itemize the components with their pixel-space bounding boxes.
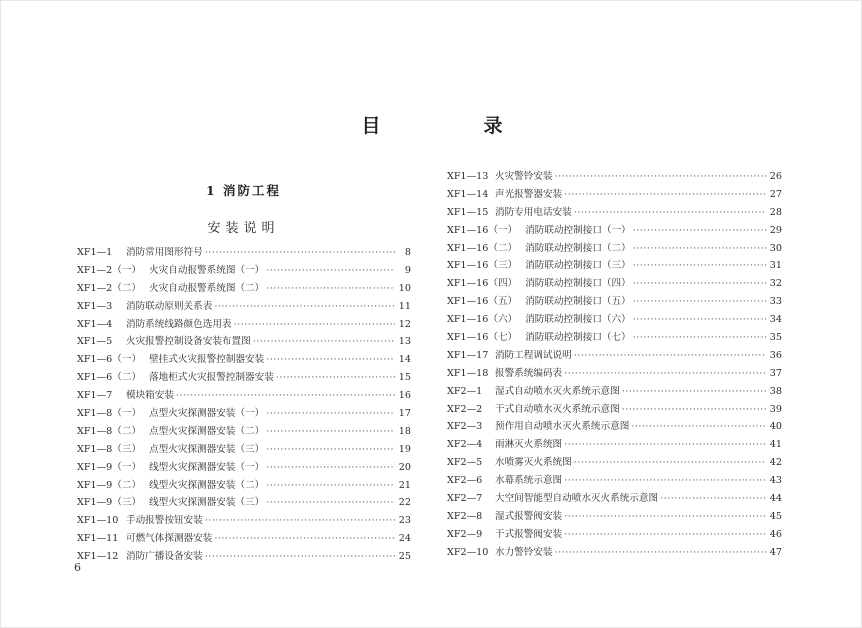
toc-leader-dots: [266, 351, 395, 369]
toc-entry-page: 34: [769, 314, 782, 326]
toc-entry-page: 16: [398, 390, 411, 402]
toc-leader-dots: [564, 508, 766, 526]
toc-entry: [447, 257, 782, 275]
toc-entry-page: 19: [398, 443, 411, 455]
toc-entry-code: XF1—8（一）: [77, 408, 142, 420]
toc-entry: [447, 240, 782, 258]
toc-entry-title: 大空间智能型自动喷水灭火系统示意图: [495, 493, 659, 505]
toc-entry-title: 预作用自动喷水灭火系统示意图: [495, 421, 630, 433]
toc-entry-code: XF1—3: [77, 300, 113, 312]
toc-entry-code: XF1—6（二）: [77, 372, 142, 384]
toc-entry: [447, 293, 782, 311]
toc-entry-title: 点型火灾探测器安装（二）: [149, 425, 265, 437]
toc-entry-code: XF1—16（二）: [447, 242, 518, 254]
toc-entry-page: 42: [769, 457, 782, 469]
toc-entry-page: 41: [769, 439, 782, 451]
toc-leader-dots: [574, 204, 766, 222]
toc-entry: [77, 280, 411, 298]
toc-entry-page: 9: [404, 264, 411, 276]
toc-entry-title: 落地柜式火灾报警控制器安装: [149, 372, 274, 384]
toc-entry-code: XF1—5: [77, 336, 113, 348]
toc-entry-title: 火灾自动报警系统图（二）: [149, 282, 265, 294]
toc-entry-title: 点型火灾探测器安装（一）: [149, 408, 265, 420]
toc-leader-dots: [564, 186, 766, 204]
toc-entry-page: 29: [769, 224, 782, 236]
toc-entry-title: 水力警铃安装: [495, 546, 553, 558]
toc-entry-code: XF1—2（二）: [77, 282, 142, 294]
toc-entry: [447, 222, 782, 240]
toc-entry-code: XF1—8（二）: [77, 425, 142, 437]
toc-entry-page: 39: [769, 403, 782, 415]
toc-entry-title: 消防专用电话安装: [495, 206, 572, 218]
toc-entry-page: 13: [398, 336, 411, 348]
toc-entry: [77, 244, 411, 262]
toc-entry-title: 报警系统编码表: [495, 367, 563, 379]
toc-leader-dots: [205, 244, 395, 262]
toc-entry: [77, 298, 411, 316]
toc-entry-page: 26: [769, 171, 782, 182]
toc-entry-title: 线型火灾探测器安装（二）: [149, 479, 265, 491]
toc-entry-page: 21: [398, 479, 411, 491]
toc-entry: [77, 548, 411, 566]
toc-entry-page: 11: [398, 300, 411, 312]
toc-entry-code: XF2—8: [447, 510, 483, 522]
toc-entry-code: XF1—16（三）: [447, 260, 518, 272]
toc-entry-title: 消防联动控制接口（五）: [525, 296, 631, 308]
toc-entry-title: 火灾报警控制设备安装布置图: [126, 336, 251, 348]
toc-entry-code: XF1—6（一）: [77, 354, 142, 366]
toc-entry-code: XF1—1: [77, 247, 113, 258]
toc-entry: [77, 262, 411, 280]
toc-entry-title: 壁挂式火灾报警控制器安装: [149, 354, 265, 366]
toc-entry-code: XF1—10: [77, 515, 119, 527]
toc-leader-dots: [266, 494, 395, 512]
toc-entry-code: XF1—16（六）: [447, 314, 518, 326]
toc-entry: [447, 508, 782, 526]
toc-entry-code: XF2—7: [447, 493, 483, 505]
toc-entry-title: 消防联动控制接口（一）: [525, 224, 631, 236]
toc-entry: [447, 401, 782, 419]
toc-entry-title: 消防联动控制接口（四）: [525, 278, 631, 290]
toc-entry-page: 31: [769, 260, 782, 272]
toc-leader-dots: [176, 387, 395, 405]
toc-entry-page: 22: [398, 497, 411, 509]
toc-entry: [447, 472, 782, 490]
toc-leader-dots: [564, 472, 766, 490]
toc-entry: [77, 351, 411, 369]
toc-entry-code: XF1—16（一）: [447, 224, 518, 236]
toc-entry-code: XF1—16（四）: [447, 278, 518, 290]
toc-entry-title: 消防联动原则关系表: [126, 300, 213, 312]
toc-entry: [77, 530, 411, 548]
toc-leader-dots: [555, 544, 766, 562]
toc-leader-dots: [266, 441, 395, 459]
toc-leader-dots: [564, 436, 766, 454]
toc-entry-code: XF2—3: [447, 421, 483, 433]
toc-entry-title: 消防常用图形符号: [126, 247, 203, 258]
toc-entry-title: 模块箱安装: [126, 390, 174, 402]
toc-entry-page: 28: [769, 206, 782, 218]
toc-entry: [77, 477, 411, 495]
toc-entry-code: XF1—11: [77, 533, 119, 545]
toc-entry-page: 23: [398, 515, 411, 527]
toc-entry-page: 32: [769, 278, 782, 290]
toc-leader-dots: [266, 262, 395, 280]
toc-entry-page: 14: [398, 354, 411, 366]
toc-entry: [77, 333, 411, 351]
toc-entry-code: XF1—16（七）: [447, 332, 518, 344]
toc-entry: [447, 347, 782, 365]
toc-entry: [447, 383, 782, 401]
toc-entry-code: XF1—4: [77, 318, 113, 330]
toc-entry: [447, 186, 782, 204]
toc-entry: [447, 204, 782, 222]
toc-entry: [77, 459, 411, 477]
toc-leader-dots: [234, 316, 395, 334]
toc-entry-page: 33: [769, 296, 782, 308]
section-subheading: 安装说明: [207, 221, 280, 236]
toc-entry-code: XF2—1: [447, 385, 483, 397]
toc-entry: [447, 490, 782, 508]
toc-left-column: [77, 244, 411, 566]
toc-entry: [77, 369, 411, 387]
toc-entry: [77, 441, 411, 459]
toc-leader-dots: [276, 369, 395, 387]
toc-entry-page: 10: [398, 282, 411, 294]
toc-leader-dots: [622, 383, 766, 401]
toc-entry: [447, 329, 782, 347]
toc-entry: [77, 387, 411, 405]
toc-entry: [447, 311, 782, 329]
toc-leader-dots: [205, 548, 395, 566]
toc-entry-page: 38: [769, 385, 782, 397]
toc-entry-title: 声光报警器安装: [495, 188, 563, 200]
toc-entry-code: XF2—5: [447, 457, 483, 469]
page-number: 6: [74, 561, 81, 574]
toc-leader-dots: [574, 347, 766, 365]
toc-entry-code: XF1—2（一）: [77, 264, 142, 276]
toc-leader-dots: [633, 293, 766, 311]
toc-leader-dots: [205, 512, 395, 530]
toc-leader-dots: [266, 280, 395, 298]
toc-leader-dots: [253, 333, 395, 351]
toc-entry-code: XF1—17: [447, 349, 489, 361]
toc-entry-page: 18: [398, 425, 411, 437]
section-heading: 1 消防工程: [205, 183, 282, 198]
toc-leader-dots: [564, 365, 766, 383]
toc-entry-title: 手动报警按钮安装: [126, 515, 203, 527]
toc-entry-title: 湿式自动喷水灭火系统示意图: [495, 385, 620, 397]
toc-entry-page: 35: [769, 332, 782, 344]
toc-entry-page: 17: [398, 408, 411, 420]
toc-leader-dots: [633, 240, 766, 258]
toc-entry-code: XF1—12: [77, 551, 119, 563]
toc-entry-title: 消防系统线路颜色选用表: [126, 318, 232, 330]
toc-entry-page: 20: [398, 461, 411, 473]
toc-entry-title: 火灾警铃安装: [495, 171, 553, 182]
toc-leader-dots: [631, 418, 766, 436]
toc-entry-code: XF2—6: [447, 475, 483, 487]
toc-entry-code: XF1—9（一）: [77, 461, 142, 473]
page-title: 目 录: [361, 115, 545, 137]
toc-entry: [447, 168, 782, 186]
toc-leader-dots: [266, 405, 395, 423]
toc-entry-title: 水喷雾灭火系统图: [495, 457, 572, 469]
toc-entry: [447, 365, 782, 383]
toc-entry: [77, 494, 411, 512]
toc-entry-code: XF2—9: [447, 528, 483, 540]
toc-entry-page: 45: [769, 510, 782, 522]
toc-entry-page: 12: [398, 318, 411, 330]
toc-entry: [77, 405, 411, 423]
toc-entry-title: 消防广播设备安装: [126, 551, 203, 563]
toc-entry: [447, 436, 782, 454]
toc-entry-title: 消防联动控制接口（三）: [525, 260, 631, 272]
toc-entry-code: XF1—9（三）: [77, 497, 142, 509]
toc-entry: [447, 526, 782, 544]
toc-leader-dots: [266, 459, 395, 477]
toc-right-column: [447, 168, 782, 562]
toc-entry: [77, 512, 411, 530]
toc-leader-dots: [633, 222, 766, 240]
toc-entry-page: 24: [398, 533, 411, 545]
toc-entry-page: 8: [404, 247, 411, 258]
toc-entry-code: XF1—7: [77, 390, 113, 402]
toc-entry-title: 湿式报警阀安装: [495, 510, 563, 522]
toc-entry-code: XF1—16（五）: [447, 296, 518, 308]
toc-entry-code: XF2—4: [447, 439, 483, 451]
toc-entry: [77, 316, 411, 334]
toc-entry-page: 43: [769, 475, 782, 487]
toc-entry-title: 消防联动控制接口（七）: [525, 332, 631, 344]
toc-entry-page: 36: [769, 349, 782, 361]
toc-leader-dots: [214, 530, 395, 548]
toc-entry-page: 46: [769, 528, 782, 540]
toc-leader-dots: [633, 311, 766, 329]
toc-entry: [447, 275, 782, 293]
toc-entry-code: XF2—2: [447, 403, 483, 415]
toc-entry: [447, 454, 782, 472]
toc-entry-title: 干式报警阀安装: [495, 528, 563, 540]
toc-entry-page: 47: [769, 546, 782, 558]
toc-entry-page: 37: [769, 367, 782, 379]
toc-leader-dots: [633, 275, 766, 293]
toc-entry-code: XF1—8（三）: [77, 443, 142, 455]
toc-entry-title: 雨淋灭火系统图: [495, 439, 563, 451]
toc-leader-dots: [266, 423, 395, 441]
toc-entry-title: 水幕系统示意图: [495, 475, 563, 487]
toc-entry-page: 27: [769, 188, 782, 200]
toc-entry-title: 可燃气体探测器安装: [126, 533, 213, 545]
toc-entry-code: XF1—15: [447, 206, 489, 218]
toc-entry-code: XF2—10: [447, 546, 489, 558]
toc-entry-title: 消防联动控制接口（二）: [525, 242, 631, 254]
toc-entry-title: 线型火灾探测器安装（一）: [149, 461, 265, 473]
toc-leader-dots: [660, 490, 766, 508]
toc-entry-title: 点型火灾探测器安装（三）: [149, 443, 265, 455]
toc-entry-page: 30: [769, 242, 782, 254]
toc-leader-dots: [564, 526, 766, 544]
toc-entry-code: XF1—18: [447, 367, 489, 379]
toc-leader-dots: [633, 329, 766, 347]
toc-leader-dots: [574, 454, 766, 472]
toc-leader-dots: [214, 298, 395, 316]
toc-entry-page: 44: [769, 493, 782, 505]
toc-entry-title: 消防工程调试说明: [495, 349, 572, 361]
toc-entry-code: XF1—13: [447, 171, 489, 182]
toc-entry-code: XF1—14: [447, 188, 489, 200]
toc-entry-page: 15: [398, 372, 411, 384]
toc-leader-dots: [622, 401, 766, 419]
toc-entry-page: 25: [398, 551, 411, 563]
toc-leader-dots: [555, 168, 766, 186]
toc-leader-dots: [633, 257, 766, 275]
toc-entry: [447, 418, 782, 436]
toc-entry-title: 消防联动控制接口（六）: [525, 314, 631, 326]
toc-entry-title: 干式自动喷水灭火系统示意图: [495, 403, 620, 415]
toc-entry-code: XF1—9（二）: [77, 479, 142, 491]
toc-entry-page: 40: [769, 421, 782, 433]
toc-entry: [447, 544, 782, 562]
toc-entry-title: 火灾自动报警系统图（一）: [149, 264, 265, 276]
toc-entry: [77, 423, 411, 441]
toc-leader-dots: [266, 477, 395, 495]
toc-entry-title: 线型火灾探测器安装（三）: [149, 497, 265, 509]
